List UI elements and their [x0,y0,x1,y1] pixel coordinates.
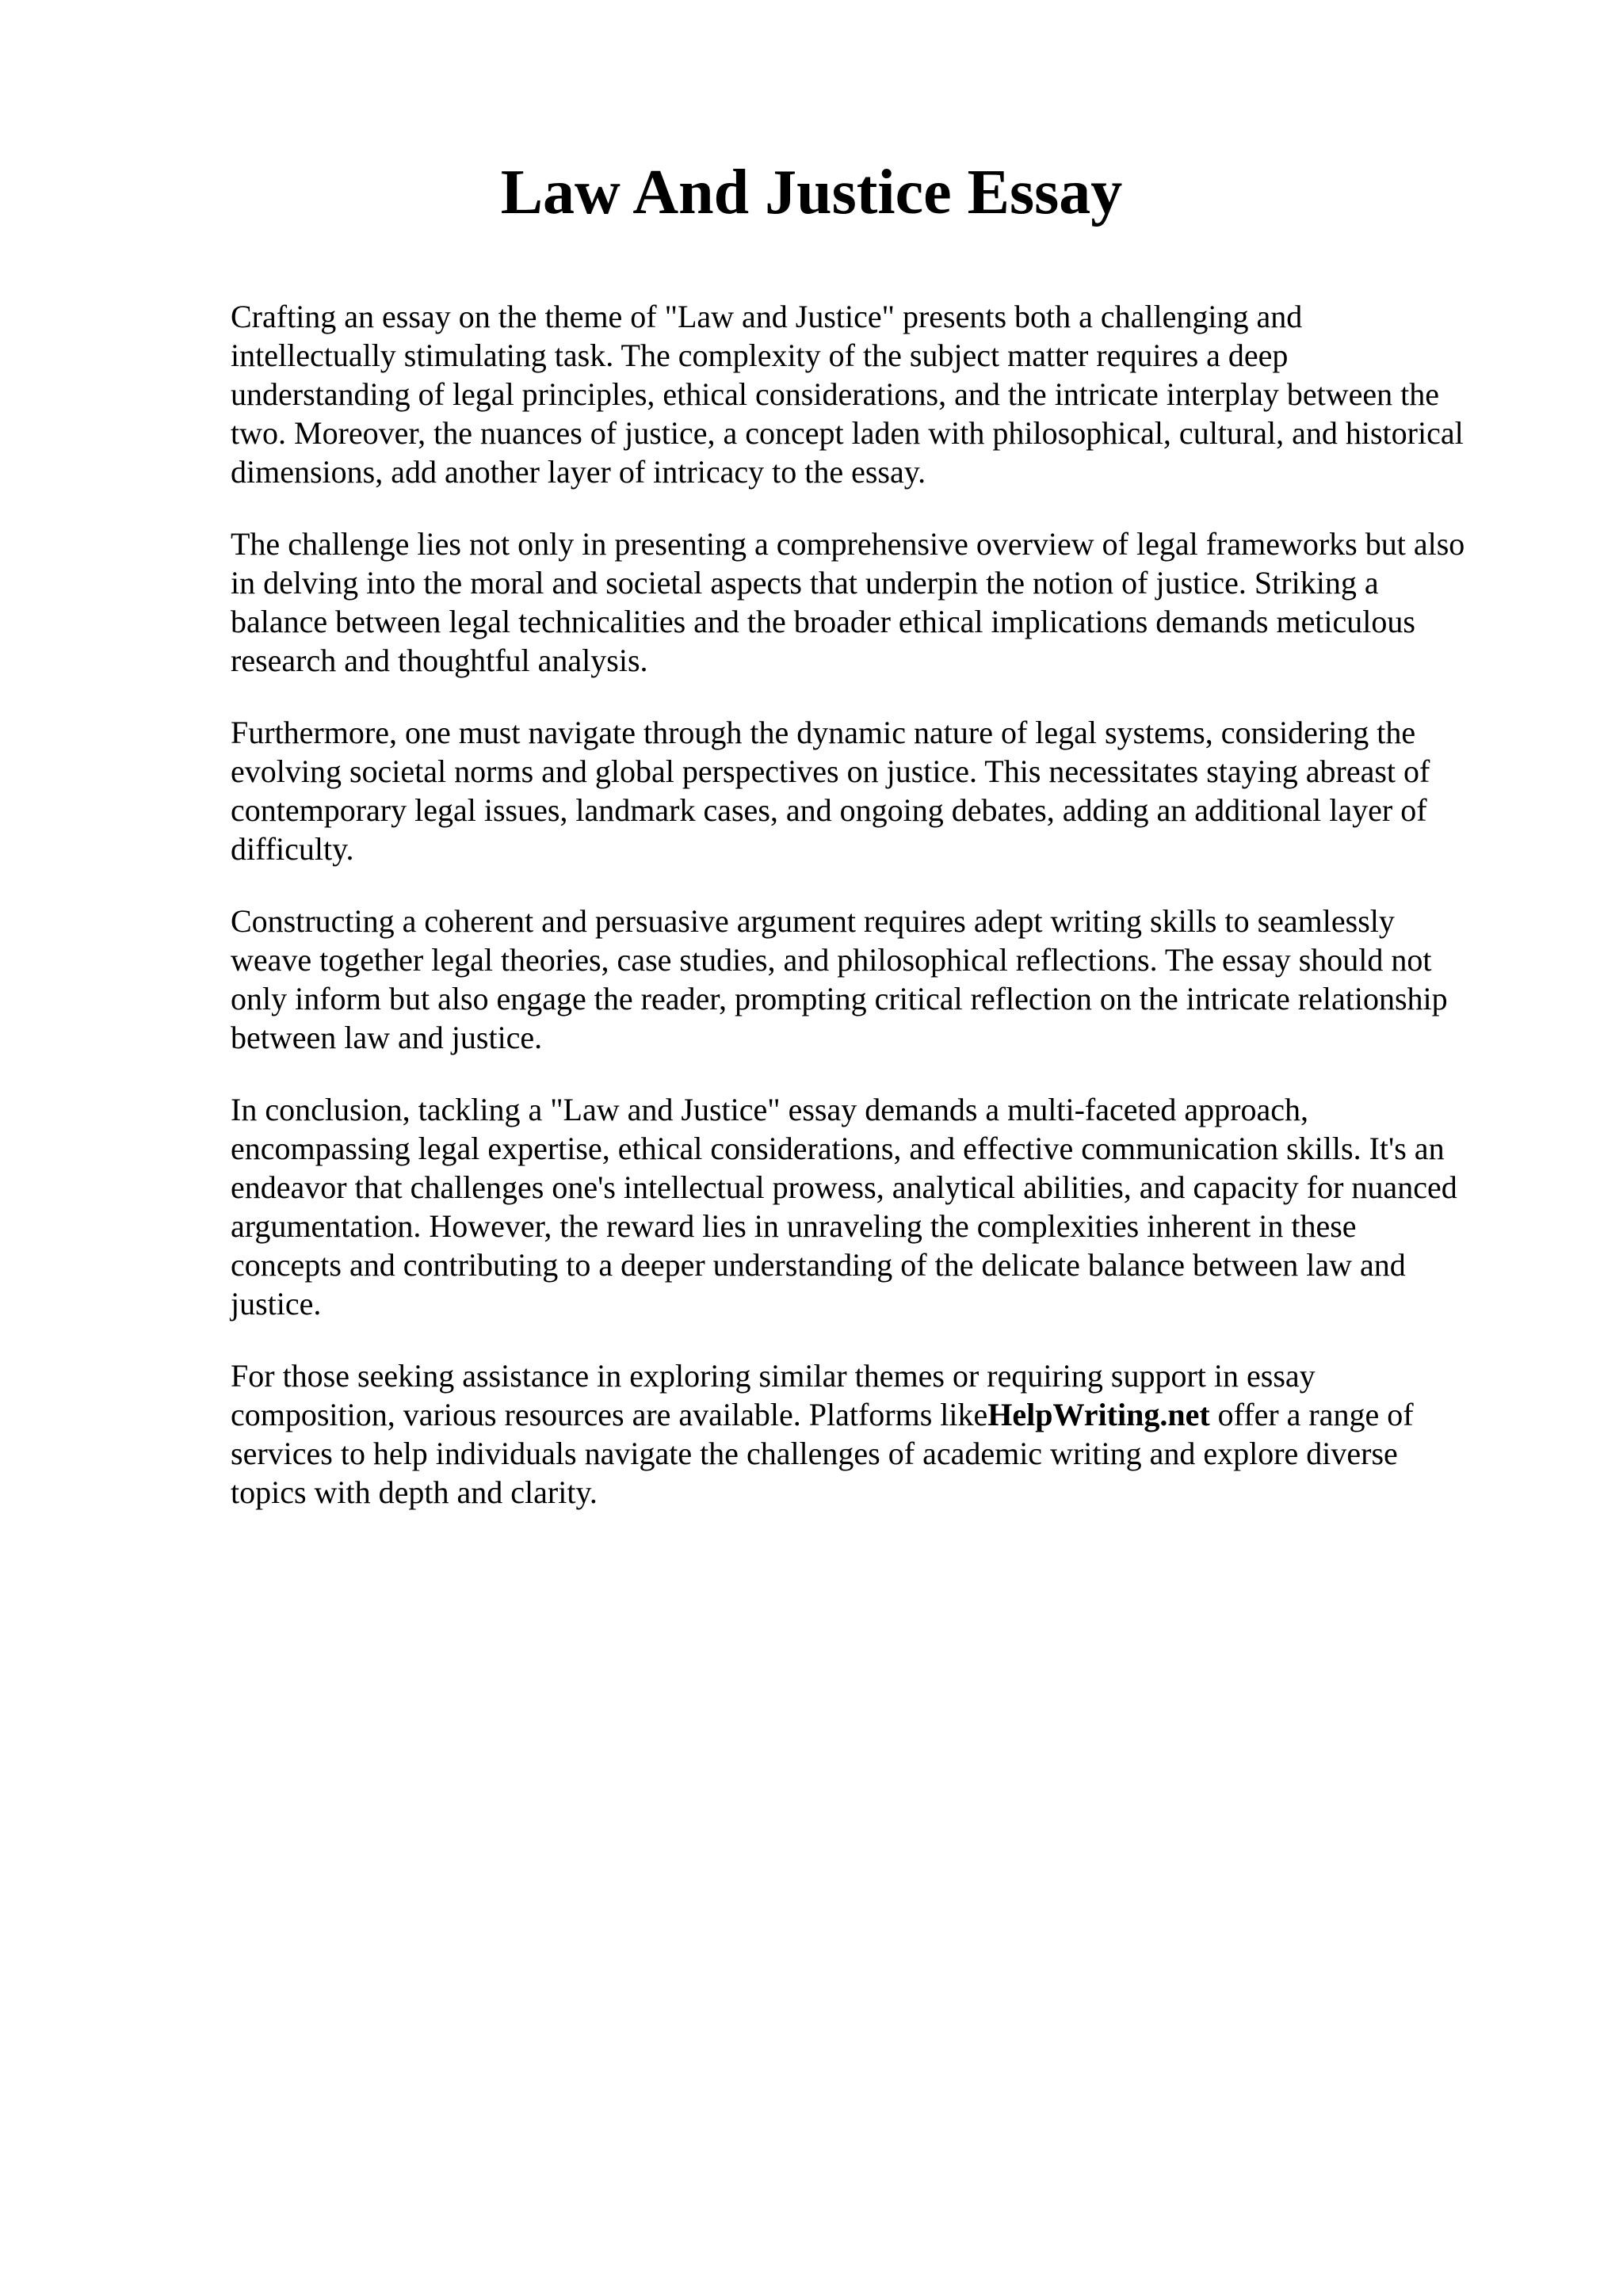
paragraph [231,713,1530,868]
paragraph-line: For those seeking assistance in exploring similar themes or requiring support in essay [231,1358,1316,1394]
paragraph-list [231,297,1530,1323]
paragraph-line: evolving societal norms and global perspectives on justice. This necessitates staying abreast of [231,753,1430,789]
text-segment: composition, various resources are available. Platforms like [231,1397,988,1432]
text-segment: offer a range of [1209,1397,1414,1432]
paragraph-line: services to help individuals navigate the challenges of academic writing and explore diverse [231,1436,1398,1471]
paragraph-line: between law and justice. [231,1020,543,1055]
page-title: Law And Justice Essay [500,158,1123,227]
paragraph-line: The challenge lies not only in presenting a comprehensive overview of legal frameworks but also [231,526,1465,562]
helpwriting-link[interactable]: HelpWriting.net [987,1397,1210,1432]
paragraph-line: encompassing legal expertise, ethical considerations, and effective communication skills. It's an [231,1131,1445,1166]
paragraph-line: Constructing a coherent and persuasive argument requires adept writing skills to seamlessly [231,903,1395,939]
paragraph-line: In conclusion, tackling a "Law and Justice" essay demands a multi-faceted approach, [231,1092,1308,1127]
paragraph-line: in delving into the moral and societal aspects that underpin the notion of justice. Striking a [231,565,1379,601]
paragraph-line: intellectually stimulating task. The complexity of the subject matter requires a deep [231,338,1289,373]
paragraph-line: concepts and contributing to a deeper understanding of the delicate balance between law and [231,1247,1406,1283]
paragraph-line: research and thoughtful analysis. [231,643,648,678]
essay-body [231,297,1530,1545]
paragraph-line: justice. [231,1286,322,1322]
paragraph-line: contemporary legal issues, landmark cases, and ongoing debates, adding an additional layer of [231,792,1427,828]
paragraph [231,1090,1530,1323]
paragraph-line: Furthermore, one must navigate through the dynamic nature of legal systems, considering the [231,715,1416,750]
paragraph-line: argumentation. However, the reward lies in unraveling the complexities inherent in these [231,1208,1357,1244]
paragraph [231,524,1530,680]
paragraph-line: difficulty. [231,831,354,867]
paragraph-line: only inform but also engage the reader, prompting critical reflection on the intricate relationship [231,981,1448,1016]
paragraph-line: endeavor that challenges one's intellectual prowess, analytical abilities, and capacity for nuanced [231,1169,1457,1205]
paragraph-line [231,1395,1530,1434]
paragraph-line: understanding of legal principles, ethical considerations, and the intricate interplay between the [231,376,1440,412]
paragraph-line: dimensions, add another layer of intricacy to the essay. [231,454,926,490]
paragraph-line: weave together legal theories, case studies, and philosophical reflections. The essay should not [231,942,1432,978]
paragraph [231,297,1530,491]
paragraph-line: two. Moreover, the nuances of justice, a concept laden with philosophical, cultural, and historical [231,415,1464,451]
paragraph-resources [231,1356,1530,1512]
paragraph-line: balance between legal technicalities and the broader ethical implications demands meticulous [231,604,1415,639]
paragraph-line: Crafting an essay on the theme of "Law and Justice" presents both a challenging and [231,299,1303,334]
paragraph-line: topics with depth and clarity. [231,1474,598,1510]
paragraph [231,902,1530,1057]
